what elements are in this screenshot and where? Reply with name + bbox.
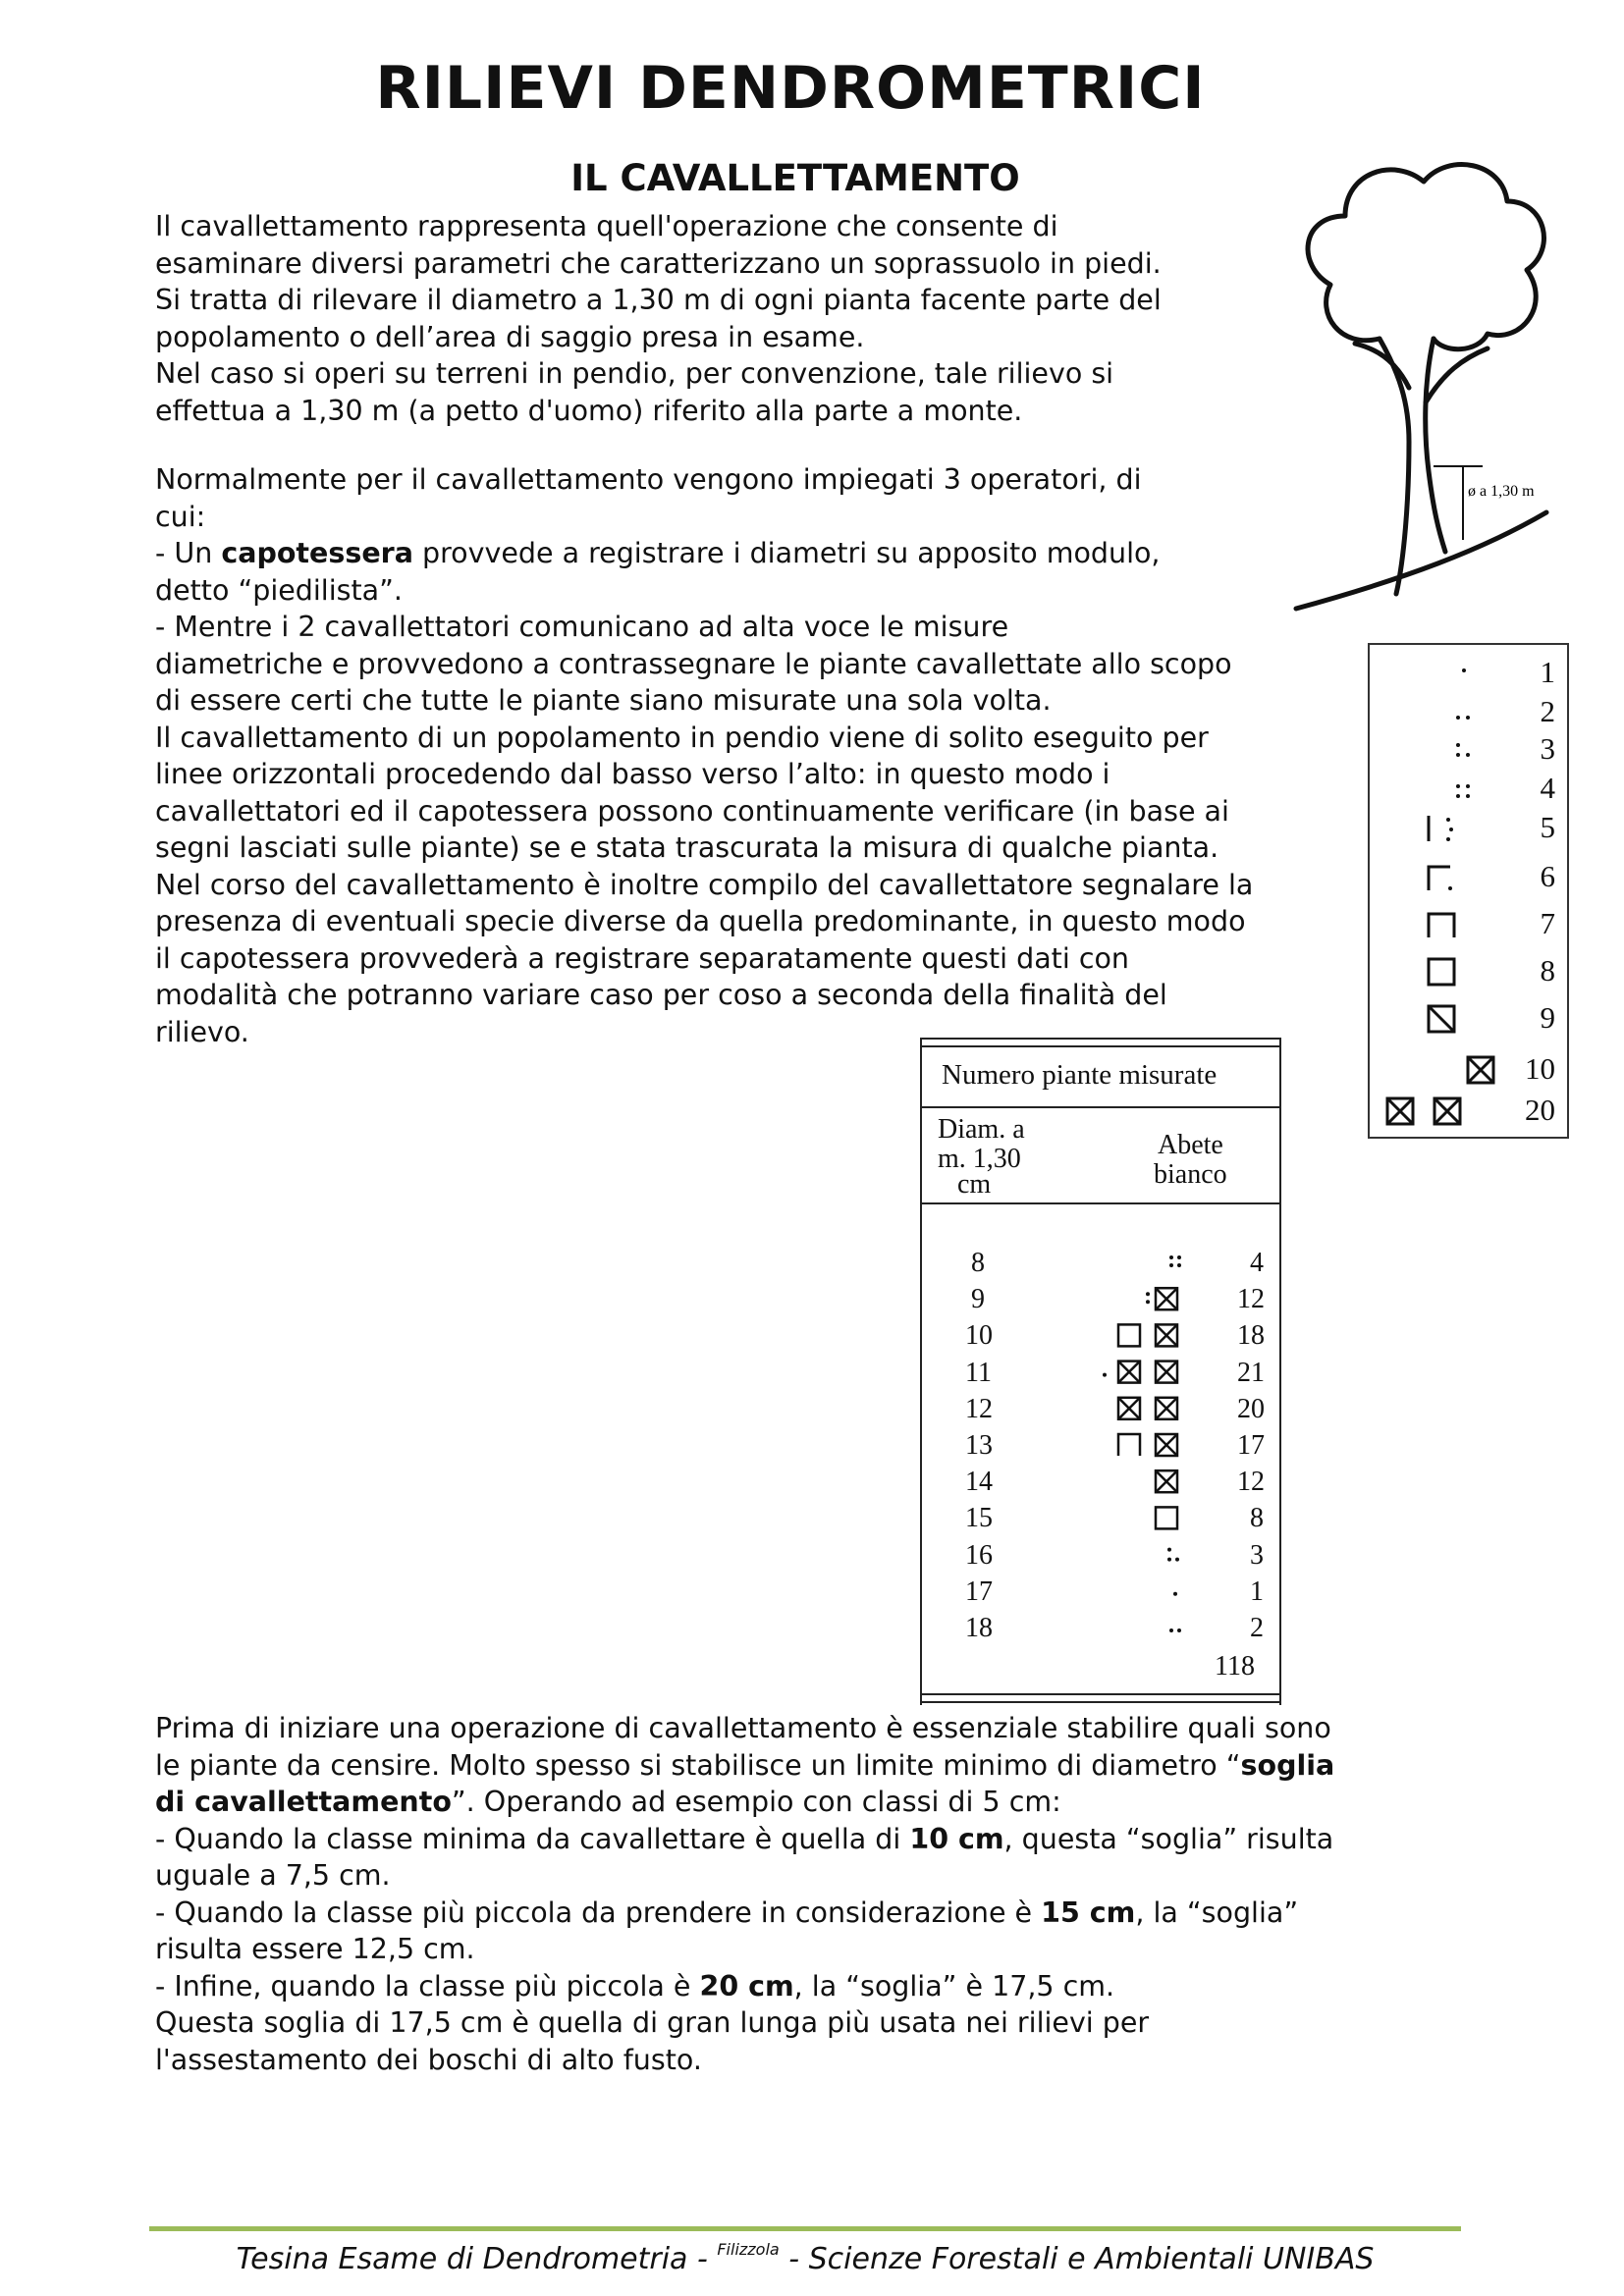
legend-row [1370,810,1571,846]
table-diam: 18 [965,1613,993,1643]
tree-label: ø a 1,30 m [1468,483,1535,500]
table-diam: 17 [965,1575,993,1607]
bold-term: di cavallettamento [155,1786,452,1818]
table-count: 21 [1237,1357,1265,1388]
text-span: ”. Operando ad esempio con classi di 5 cm: [451,1786,1061,1818]
text-span: - Un [155,537,222,569]
footer [149,2240,1461,2276]
tally-symbol-icon [1409,908,1507,941]
page-title: RILIEVI DENDROMETRICI [375,54,1206,123]
table-diam: 15 [965,1503,993,1534]
text-line: linee orizzontali procedendo dal basso verso l’alto: in questo modo i [155,758,1110,790]
tally-symbol-icon [1376,1095,1513,1128]
table-rule [920,1701,1281,1703]
branch [1426,348,1488,402]
text-line: di essere certi che tutte le piante siano misurate una sola volta. [155,684,1052,717]
text-line: diametriche e provvedono a contrassegnare le piante cavallettate allo scopo [155,647,1232,680]
text-line [155,1821,1461,1858]
text-span: le piante da censire. Molto spesso si stabilisce un limite minimo di diametro “ [155,1748,1241,1782]
operators-paragraph [155,461,1265,1050]
text-line: cui: [155,500,206,533]
table-count: 4 [1250,1248,1264,1278]
table-count: 20 [1237,1393,1265,1424]
tally-table [920,1038,1281,1705]
text-line: Questa soglia di 17,5 cm è quella di gran lunga più usata nei rilievi per [155,2006,1150,2039]
text-line [155,1784,1461,1821]
legend-row [1370,953,1571,989]
table-count: 12 [1237,1467,1265,1498]
text-line [155,1747,1461,1785]
table-rule [920,1693,1281,1695]
legend-row [1370,694,1571,730]
text-line: segni lasciati sulle piante) se e stata trascurata la misura di qualche pianta. [155,831,1219,864]
table-diam: 14 [965,1467,993,1498]
tally-symbol-icon [1409,812,1507,845]
tally-symbol-icon [1409,1053,1507,1087]
legend-row [1370,859,1571,895]
legend-count: 5 [1540,810,1555,844]
text-line: detto “piedilista”. [155,573,403,607]
column-header-diam: cm [957,1169,992,1200]
table-count: 8 [1250,1503,1264,1534]
tally-marks [1097,1248,1215,1680]
text-line: Si tratta di rilevare il diametro a 1,30 m di ogni pianta facente parte del [155,284,1162,316]
tree-trunk-right [1426,339,1445,552]
bold-term: 15 cm [1041,1896,1136,1929]
bold-term: soglia [1240,1748,1335,1782]
legend-count: 7 [1540,906,1555,940]
tally-symbol-icon [1409,861,1507,894]
footer-rule [149,2226,1461,2231]
text-line: l'assestamento dei boschi di alto fusto. [155,2043,702,2076]
text-line: modalità che potranno variare caso per coso a seconda della finalità del [155,979,1167,1011]
text-line: uguale a 7,5 cm. [155,1859,391,1892]
legend-row [1370,731,1571,768]
column-header-species: bianco [1154,1159,1227,1190]
text-span: - Quando la classe minima da cavallettare è quella di [155,1822,910,1855]
legend-count: 1 [1540,655,1555,689]
tree-crown [1308,165,1543,349]
legend-count: 9 [1540,1000,1555,1035]
text-span: , questa “soglia” risulta [1003,1822,1334,1855]
table-diam: 13 [965,1430,993,1461]
table-diam: 10 [965,1320,993,1352]
footer-text: Tesina Esame di Dendrometria - [236,2242,718,2276]
legend-row [1370,1051,1571,1088]
text-span: - Quando la classe più piccola da prendere in considerazione è [155,1896,1042,1929]
bold-term: capotessera [221,537,413,569]
table-diam: 11 [965,1357,992,1388]
table-count: 1 [1250,1575,1264,1607]
table-count: 18 [1237,1320,1265,1352]
table-border [920,1038,922,1705]
table-diam: 16 [965,1539,993,1571]
legend-row [1370,906,1571,942]
text-line: il capotessera provvederà a registrare separatamente questi dati con [155,941,1129,975]
text-line [155,1895,1461,1932]
table-count: 3 [1250,1539,1264,1571]
text-span: - Infine, quando la classe più piccola è [155,1969,700,2002]
tree-figure [1286,147,1561,618]
text-line: presenza di eventuali specie diverse da quella predominante, in questo modo [155,905,1246,937]
table-rule [920,1038,1281,1040]
legend-count: 6 [1540,859,1555,893]
tally-symbol-icon [1409,657,1507,690]
text-line: Il cavallettamento di un popolamento in pendio viene di solito eseguito per [155,721,1209,754]
legend-row [1370,1000,1571,1037]
tally-symbol-icon [1409,773,1507,806]
table-diam: 8 [971,1248,985,1278]
threshold-paragraph [155,1710,1461,2078]
tally-symbol-icon [1409,696,1507,729]
table-rule [920,1202,1281,1204]
legend-count: 20 [1525,1093,1555,1127]
table-diam: 9 [971,1284,985,1315]
text-line [155,535,1265,572]
footer-text: - Scienze Forestali e Ambientali UNIBAS [779,2242,1375,2276]
ground-slope [1296,512,1546,609]
table-count: 17 [1237,1430,1265,1461]
text-line: Prima di iniziare una operazione di cavallettamento è essenziale stabilire quali sono [155,1712,1331,1744]
table-count: 2 [1250,1613,1264,1643]
table-rule [920,1106,1281,1108]
tally-symbol-icon [1409,733,1507,767]
text-line: Nel caso si operi su terreni in pendio, per convenzione, tale rilievo si [155,357,1114,390]
text-line: effettua a 1,30 m (a petto d'uomo) riferito alla parte a monte. [155,394,1023,427]
text-line: Il cavallettamento rappresenta quell'operazione che consente di [155,210,1058,242]
legend-count: 2 [1540,694,1555,728]
section-title: IL CAVALLETTAMENTO [570,157,1020,199]
column-header-diam: m. 1,30 [938,1144,1021,1174]
text-span: , la “soglia” [1135,1896,1299,1929]
text-line [155,1968,1461,2005]
tally-legend [1368,643,1569,1139]
legend-count: 10 [1525,1051,1555,1086]
text-line: cavallettatori ed il capotessera possono continuamente verificare (in base ai [155,794,1229,828]
text-line: Normalmente per il cavallettamento vengono impiegati 3 operatori, di [155,463,1142,496]
intro-paragraph [155,208,1274,429]
text-line: popolamento o dell’area di saggio presa in esame. [155,320,865,353]
text-line: risulta essere 12,5 cm. [155,1933,475,1965]
legend-count: 8 [1540,953,1555,988]
table-rule [920,1045,1281,1047]
column-header-diam: Diam. a [938,1114,1025,1145]
legend-row [1370,1093,1571,1129]
text-line: - Mentre i 2 cavallettatori comunicano ad alta voce le misure [155,611,1009,643]
tally-symbol-icon [1409,1002,1507,1036]
table-border [1279,1038,1281,1705]
text-line: Nel corso del cavallettamento è inoltre compilo del cavallettatore segnalare la [155,868,1254,901]
table-diam: 12 [965,1393,993,1424]
legend-row [1370,771,1571,807]
text-span: , la “soglia” è 17,5 cm. [793,1969,1115,2002]
legend-row [1370,655,1571,691]
text-span: provvede a registrare i diametri su apposito modulo, [412,537,1161,569]
text-line: esaminare diversi parametri che caratterizzano un soprassuolo in piedi. [155,246,1162,280]
bold-term: 10 cm [909,1822,1004,1855]
tally-symbol-icon [1409,955,1507,988]
table-total: 118 [1215,1651,1255,1682]
text-line: rilievo. [155,1015,249,1048]
column-header-species: Abete [1158,1130,1223,1160]
footer-author: Filizzola [717,2240,780,2259]
table-count: 12 [1237,1284,1265,1315]
legend-count: 3 [1540,731,1555,766]
bold-term: 20 cm [699,1969,794,2002]
legend-count: 4 [1540,771,1555,805]
table-header: Numero piante misurate [942,1059,1218,1091]
